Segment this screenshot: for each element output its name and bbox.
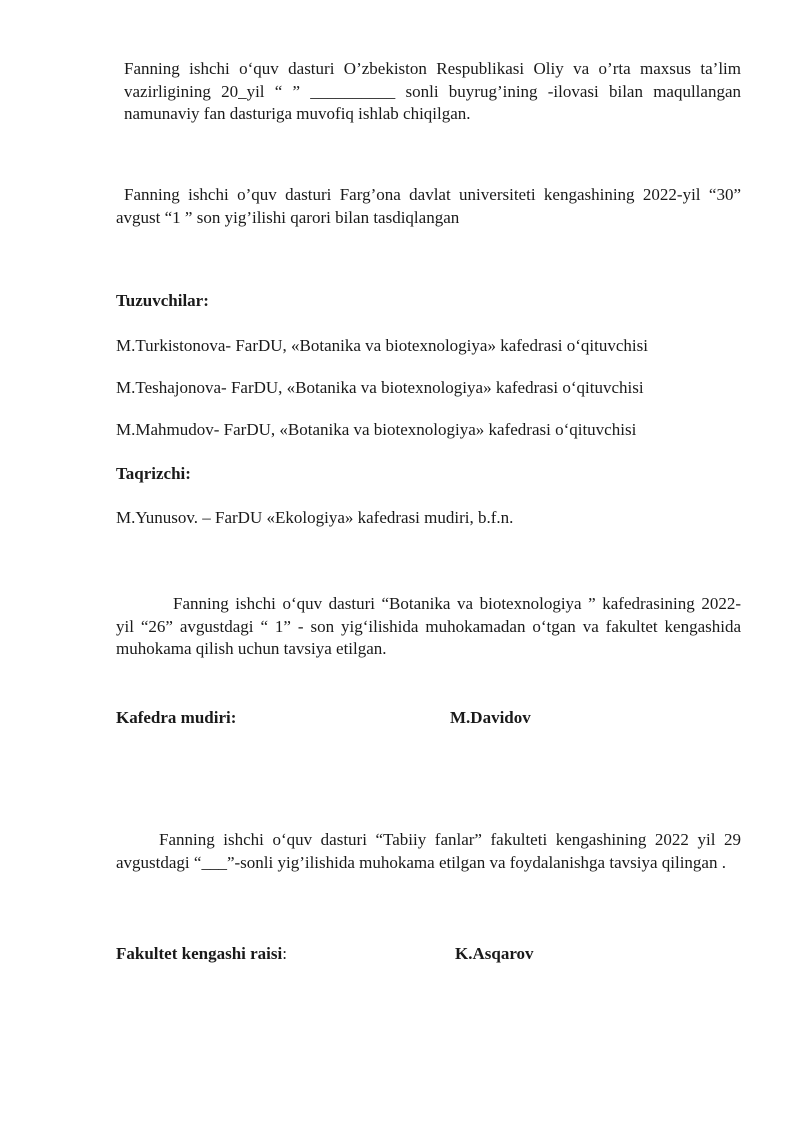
faculty-chair-signature <box>116 942 616 966</box>
faculty-chair-colon: : <box>282 944 287 963</box>
department-head-label: Kafedra mudiri: <box>116 708 237 727</box>
department-head-name: M.Davidov <box>450 708 531 727</box>
faculty-chair-label-wrap <box>116 942 287 966</box>
author-item-3: M.Mahmudov- FarDU, «Botanika va biotexnologiya» kafedrasi o‘qituvchisi <box>116 420 637 439</box>
faculty-chair-label: Fakultet kengashi raisi <box>116 944 283 963</box>
council-approval-paragraph: Fanning ishchi o’quv dasturi Farg’ona davlat universiteti kengashining 2022-yil “30” avgust “1 ” son yig’ilishi qarori bilan tasdiqlangan <box>116 185 741 227</box>
department-head-signature <box>116 706 616 730</box>
authors-heading: Tuzuvchilar: <box>116 291 209 310</box>
faculty-chair-name: K.Asqarov <box>455 944 534 963</box>
faculty-discussion-paragraph: Fanning ishchi o‘quv dasturi “Tabiiy fanlar” fakulteti kengashining 2022 yil 29 avgustdagi “___”-sonli yig’ilishida muhokama etilgan va foydalanishga tavsiya qilingan . <box>116 830 741 872</box>
reviewer-item: M.Yunusov. – FarDU «Ekologiya» kafedrasi mudiri, b.f.n. <box>116 508 514 527</box>
department-discussion-paragraph: Fanning ishchi o‘quv dasturi “Botanika va biotexnologiya ” kafedrasining 2022- yil “26” avgustdagi “ 1” - son yig‘ilishida muhokamadan o‘tgan va fakultet kengashida muhokama qilish uchun tavsiya etilgan. <box>116 594 741 658</box>
ministry-approval-paragraph: Fanning ishchi o‘quv dasturi O’zbekiston Respublikasi Oliy va o’rta maxsus ta’lim vazirligining 20_yil “ ” __________ sonli buyrug’ining -ilovasi bilan maqullangan namunaviy fan dasturiga muvofiq ishlab chiqilgan. <box>124 59 741 123</box>
author-item-2: M.Teshajonova- FarDU, «Botanika va biotexnologiya» kafedrasi o‘qituvchisi <box>116 378 644 397</box>
reviewer-heading: Taqrizchi: <box>116 464 191 483</box>
author-item-1: M.Turkistonova- FarDU, «Botanika va biotexnologiya» kafedrasi o‘qituvchisi <box>116 336 648 355</box>
